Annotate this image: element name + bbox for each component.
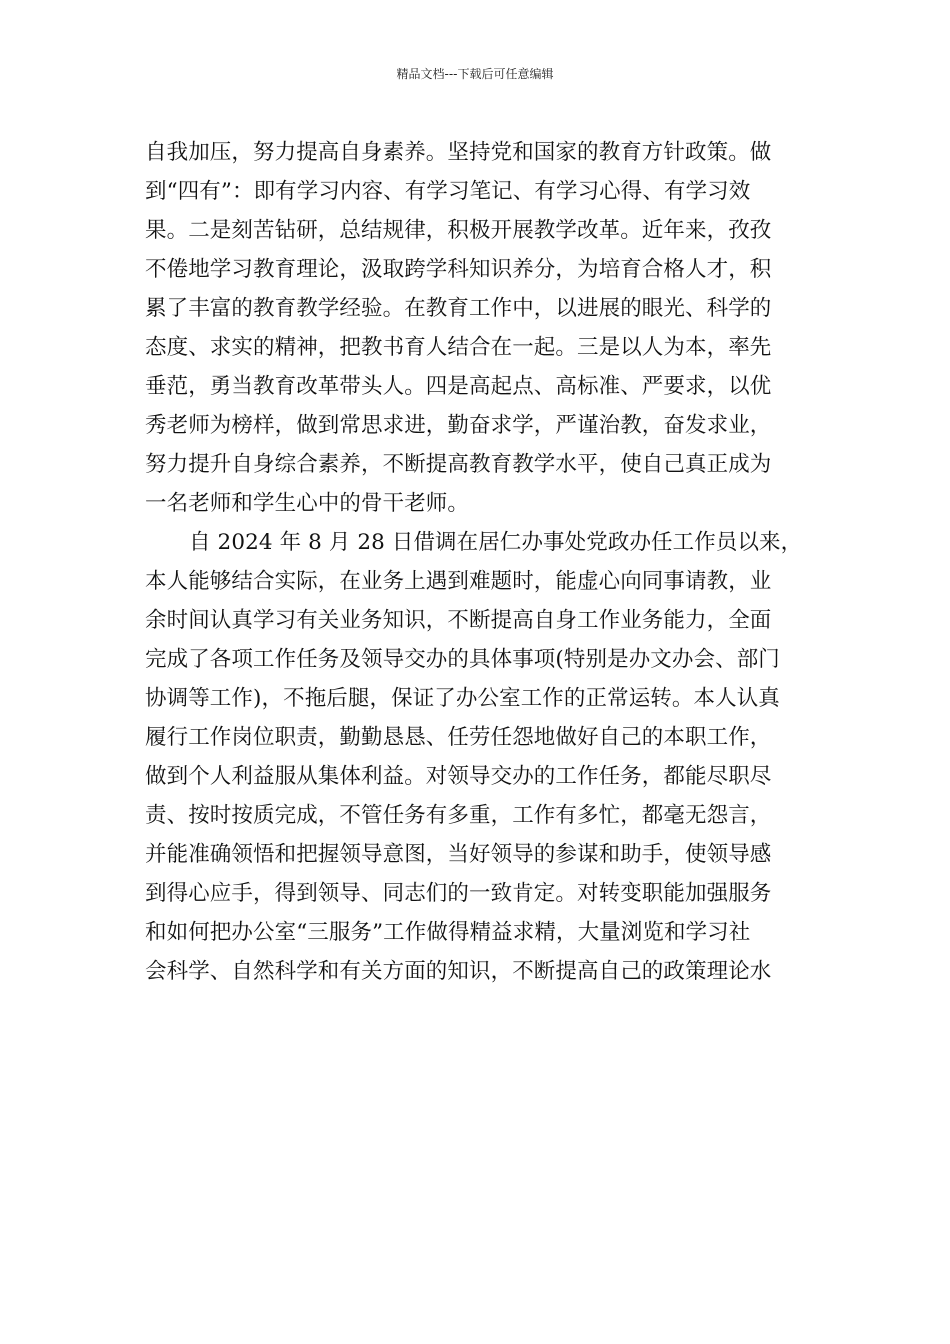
text-line: 垂范，勇当教育改革带头人。四是高起点、高标准、严要求，以优 [145,374,772,399]
text-line: 果。二是刻苦钻研，总结规律，积极开展教学改革。近年来，孜孜 [145,218,772,243]
text-line: 并能准确领悟和把握领导意图，当好领导的参谋和助手，使领导感 [145,842,772,867]
text-line: 履行工作岗位职责，勤勤恳恳、任劳任怨地做好自己的本职工作， [145,725,772,750]
text-line: 不倦地学习教育理论，汲取跨学科知识养分，为培育合格人才，积 [145,257,772,282]
text-line: 做到个人利益服从集体利益。对领导交办的工作任务，都能尽职尽 [145,764,772,789]
document-body [145,133,805,991]
text-line: 自我加压，努力提高自身素养。坚持党和国家的教育方针政策。做 [145,140,772,165]
text-line: 和如何把办公室“三服务”工作做得精益求精，大量浏览和学习社 [145,920,751,945]
text-line: 累了丰富的教育教学经验。在教育工作中，以进展的眼光、科学的 [145,296,772,321]
text-line-first: 自 2024 年 8 月 28 日借调在居仁办事处党政办任工作员以来， [189,530,803,555]
page-header: 精品文档---下载后可任意编辑 [396,67,554,81]
text-line: 责、按时按质完成，不管任务有多重，工作有多忙，都毫无怨言， [145,803,772,828]
text-line: 态度、求实的精神，把教书育人结合在一起。三是以人为本，率先 [145,335,772,360]
text-line: 秀老师为榜样，做到常思求进，勤奋求学，严谨治教，奋发求业， [145,413,772,438]
text-line: 完成了各项工作任务及领导交办的具体事项(特别是办文办会、部门 [145,647,780,672]
text-line: 一名老师和学生心中的骨干老师。 [145,491,470,516]
text-line: 会科学、自然科学和有关方面的知识，不断提高自己的政策理论水 [145,959,772,984]
paragraph-1 [145,133,805,523]
text-line: 到“四有”：即有学习内容、有学习笔记、有学习心得、有学习效 [145,179,751,204]
text-line: 本人能够结合实际，在业务上遇到难题时，能虚心向同事请教，业 [145,569,772,594]
text-line: 到得心应手，得到领导、同志们的一致肯定。对转变职能加强服务 [145,881,772,906]
text-line: 努力提升自身综合素养，不断提高教育教学水平，使自己真正成为 [145,452,772,477]
text-line: 余时间认真学习有关业务知识，不断提高自身工作业务能力，全面 [145,608,772,633]
paragraph-2 [145,523,805,991]
text-line: 协调等工作)，不拖后腿，保证了办公室工作的正常运转。本人认真 [145,686,780,711]
